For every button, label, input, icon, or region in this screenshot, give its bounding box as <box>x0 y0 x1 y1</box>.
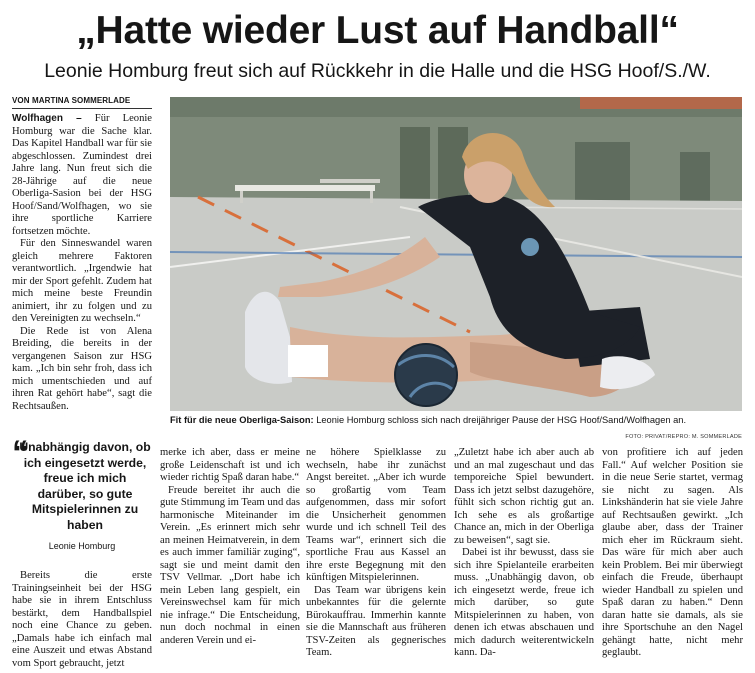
pull-quote <box>12 434 152 551</box>
pull-quote-text: Unabhängig davon, ob ich eingesetzt werde, freue ich mich darüber, so gute Mitspielerinnen zu haben <box>19 440 151 532</box>
paragraph: „Zuletzt habe ich aber auch ab und an mal zugeschaut und das temporeiche Spiel bewundert. Dass ich jetzt selbst dazugehöre, fühlt sich schon richtig gut an. Ich sehe es als großartige Chance an, mich in der Oberliga zu beweisen“, sagt sie. <box>454 447 594 546</box>
article-column-3 <box>306 447 446 660</box>
dateline: Wolfhagen – <box>12 113 82 124</box>
paragraph: Die Rede ist von Alena Breiding, die bereits in der vergangenen Saison zur HSG kam. „Ich bin sehr froh, dass ich mich umentschieden und auf ihren Rat gehört habe“, sagt die Rechtsaußen. <box>12 325 152 412</box>
photo-caption: Fit für die neue Oberliga-Saison: Leonie Homburg schloss sich nach dreijähriger Pause der HSG Hoof/Sand/Wolfhagen an. <box>170 415 687 425</box>
photo-credit: FOTO: PRIVAT/REPRO: M. SOMMERLADE <box>625 434 742 440</box>
quote-mark-icon: “ <box>12 434 29 472</box>
byline: VON MARTINA SOMMERLADE <box>12 96 152 109</box>
paragraph: Für den Sinneswandel waren gleich mehrere Faktoren verantwortlich. „Irgendwie hat mir der Sport gefehlt. Zudem hat mich meine beste Freundin animiert, ihr zu folgen und zu den Vereinigten zu wechseln.“ <box>12 238 152 324</box>
paragraph: Dabei ist ihr bewusst, dass sie sich ihre Spielanteile erarbeiten muss. „Unabhängig davon, ob ich eingesetzt werde, freue ich mich darüber, so gute Mitspielerinnen zu haben, von denen ich etwas abschauen und mich dadurch weiterentwickeln kann. Da- <box>454 547 594 658</box>
paragraph: Wolfhagen – Für Leonie Homburg war die Sache klar. Das Kapitel Handball war für sie abgeschlossen. Zumindest drei Jahre lang. Nun freut sich die 28-Jährige auf die neue Oberliga-Sasion bei der HSG Hoof/Sand/Wolfhagen, wo sie ihre sportliche Karriere fortsetzen möchte. <box>12 113 153 237</box>
article-column-4 <box>454 447 594 660</box>
paragraph: merke ich aber, dass er meine große Leidenschaft ist und ich wieder richtig Spaß daran habe.“ <box>160 447 300 483</box>
article-column-5 <box>602 447 743 660</box>
paragraph: Bereits die erste Trainingseinheit bei der HSG habe sie in ihrem Entschluss bestärkt, dem Handballspiel noch eine Chance zu geben. „Damals habe ich einfach mal eine Auszeit und etwas Abstand vom Sport gebraucht, jetzt <box>12 570 152 669</box>
paragraph: Freude bereitet ihr auch die gute Stimmung im Team und das harmonische Miteinander im Verein. „Es erinnert mich sehr an meinen Heimatverein, in dem es auch immer familiär zuging“, sagt sie und meint damit den TSV Vellmar. „Dort habe ich mein Leben lang gespielt, ein Vereinswechsel kam für mich nie infrage.“ Die Entscheidung, nun doch nochmal in einen anderen Verein und ei- <box>160 484 301 646</box>
article-photo <box>170 97 742 411</box>
paragraph: ne höhere Spielklasse zu wechseln, habe ihr zunächst Angst bereitet. „Aber ich wurde so großartig vom Team aufgenommen, dass mir sofort die Unsicherheit genommen wurde und ich schnell Teil des Teams war“, erinnert sich die sportliche Frau aus Kassel an ihre erste Begegnung mit den künftigen Mitspielerinnen. <box>306 447 446 583</box>
paragraph: Das Team war übrigens kein unbekanntes für die gelernte Bürokauffrau. Immerhin kannte sie die Mannschaft aus früheren TSV-Zeiten als gegnerisches Team. <box>306 584 446 658</box>
pull-quote-author: Leonie Homburg <box>48 541 116 551</box>
article-subheadline: Leonie Homburg freut sich auf Rückkehr in die Halle und die HSG Hoof/S./W. <box>44 60 711 82</box>
article-column-1-bottom <box>12 570 152 670</box>
article-column-2 <box>160 447 300 647</box>
article-headline: „Hatte wieder Lust auf Handball“ <box>76 9 679 52</box>
article-column-1 <box>12 113 152 413</box>
paragraph: von profitiere ich auf jeden Fall.“ Auf welcher Position sie in die neue Serie startet, vermag sie nicht zu sagen. Als Linkshänderin hat sie viele Jahre auf Rechtsaußen gewirkt. „Ich glaube aber, dass der Trainer mich eher im Rückraum sieht. Das wäre für mich aber auch kein Problem. Bei mir überwiegt einfach die Freude, überhaupt wieder Handball zu spielen und Spaß daran zu haben.“ Denn daran hatte sie damals, als sie ihre Sportschuhe an den Nagel gehängt hatte, nicht mehr geglaubt. <box>602 447 743 658</box>
